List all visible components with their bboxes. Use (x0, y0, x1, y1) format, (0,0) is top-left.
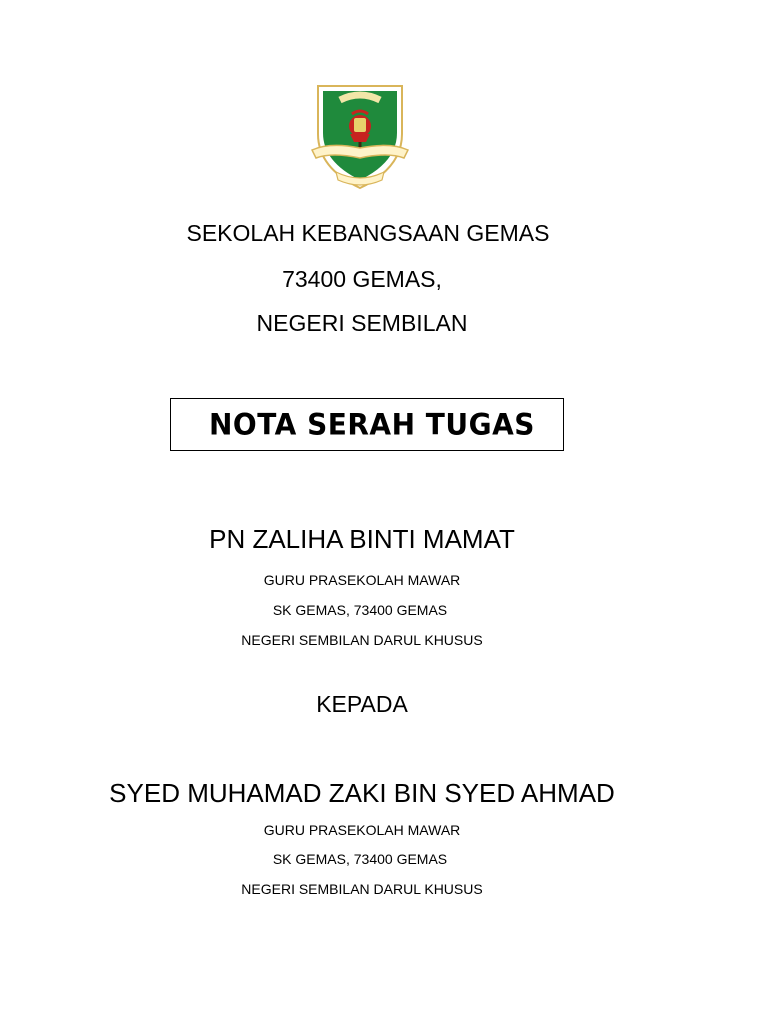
sender-name: PN ZALIHA BINTI MAMAT (209, 524, 515, 554)
school-name: SEKOLAH KEBANGSAAN GEMAS (186, 220, 550, 246)
document-title: NOTA SERAH TUGAS (209, 407, 535, 442)
school-crest-icon (310, 76, 410, 198)
recipient-name: SYED MUHAMAD ZAKI BIN SYED AHMAD (109, 778, 615, 808)
recipient-school: SK GEMAS, 73400 GEMAS (272, 851, 448, 867)
sender-school: SK GEMAS, 73400 GEMAS (272, 602, 448, 618)
connector-text: KEPADA (316, 691, 408, 717)
recipient-role: GURU PRASEKOLAH MAWAR (263, 822, 461, 838)
school-postcode-town: 73400 GEMAS, (282, 266, 442, 292)
title-box (170, 398, 564, 451)
sender-state: NEGERI SEMBILAN DARUL KHUSUS (241, 632, 483, 648)
school-state: NEGERI SEMBILAN (256, 310, 468, 336)
sender-role: GURU PRASEKOLAH MAWAR (263, 572, 461, 588)
recipient-state: NEGERI SEMBILAN DARUL KHUSUS (241, 881, 483, 897)
